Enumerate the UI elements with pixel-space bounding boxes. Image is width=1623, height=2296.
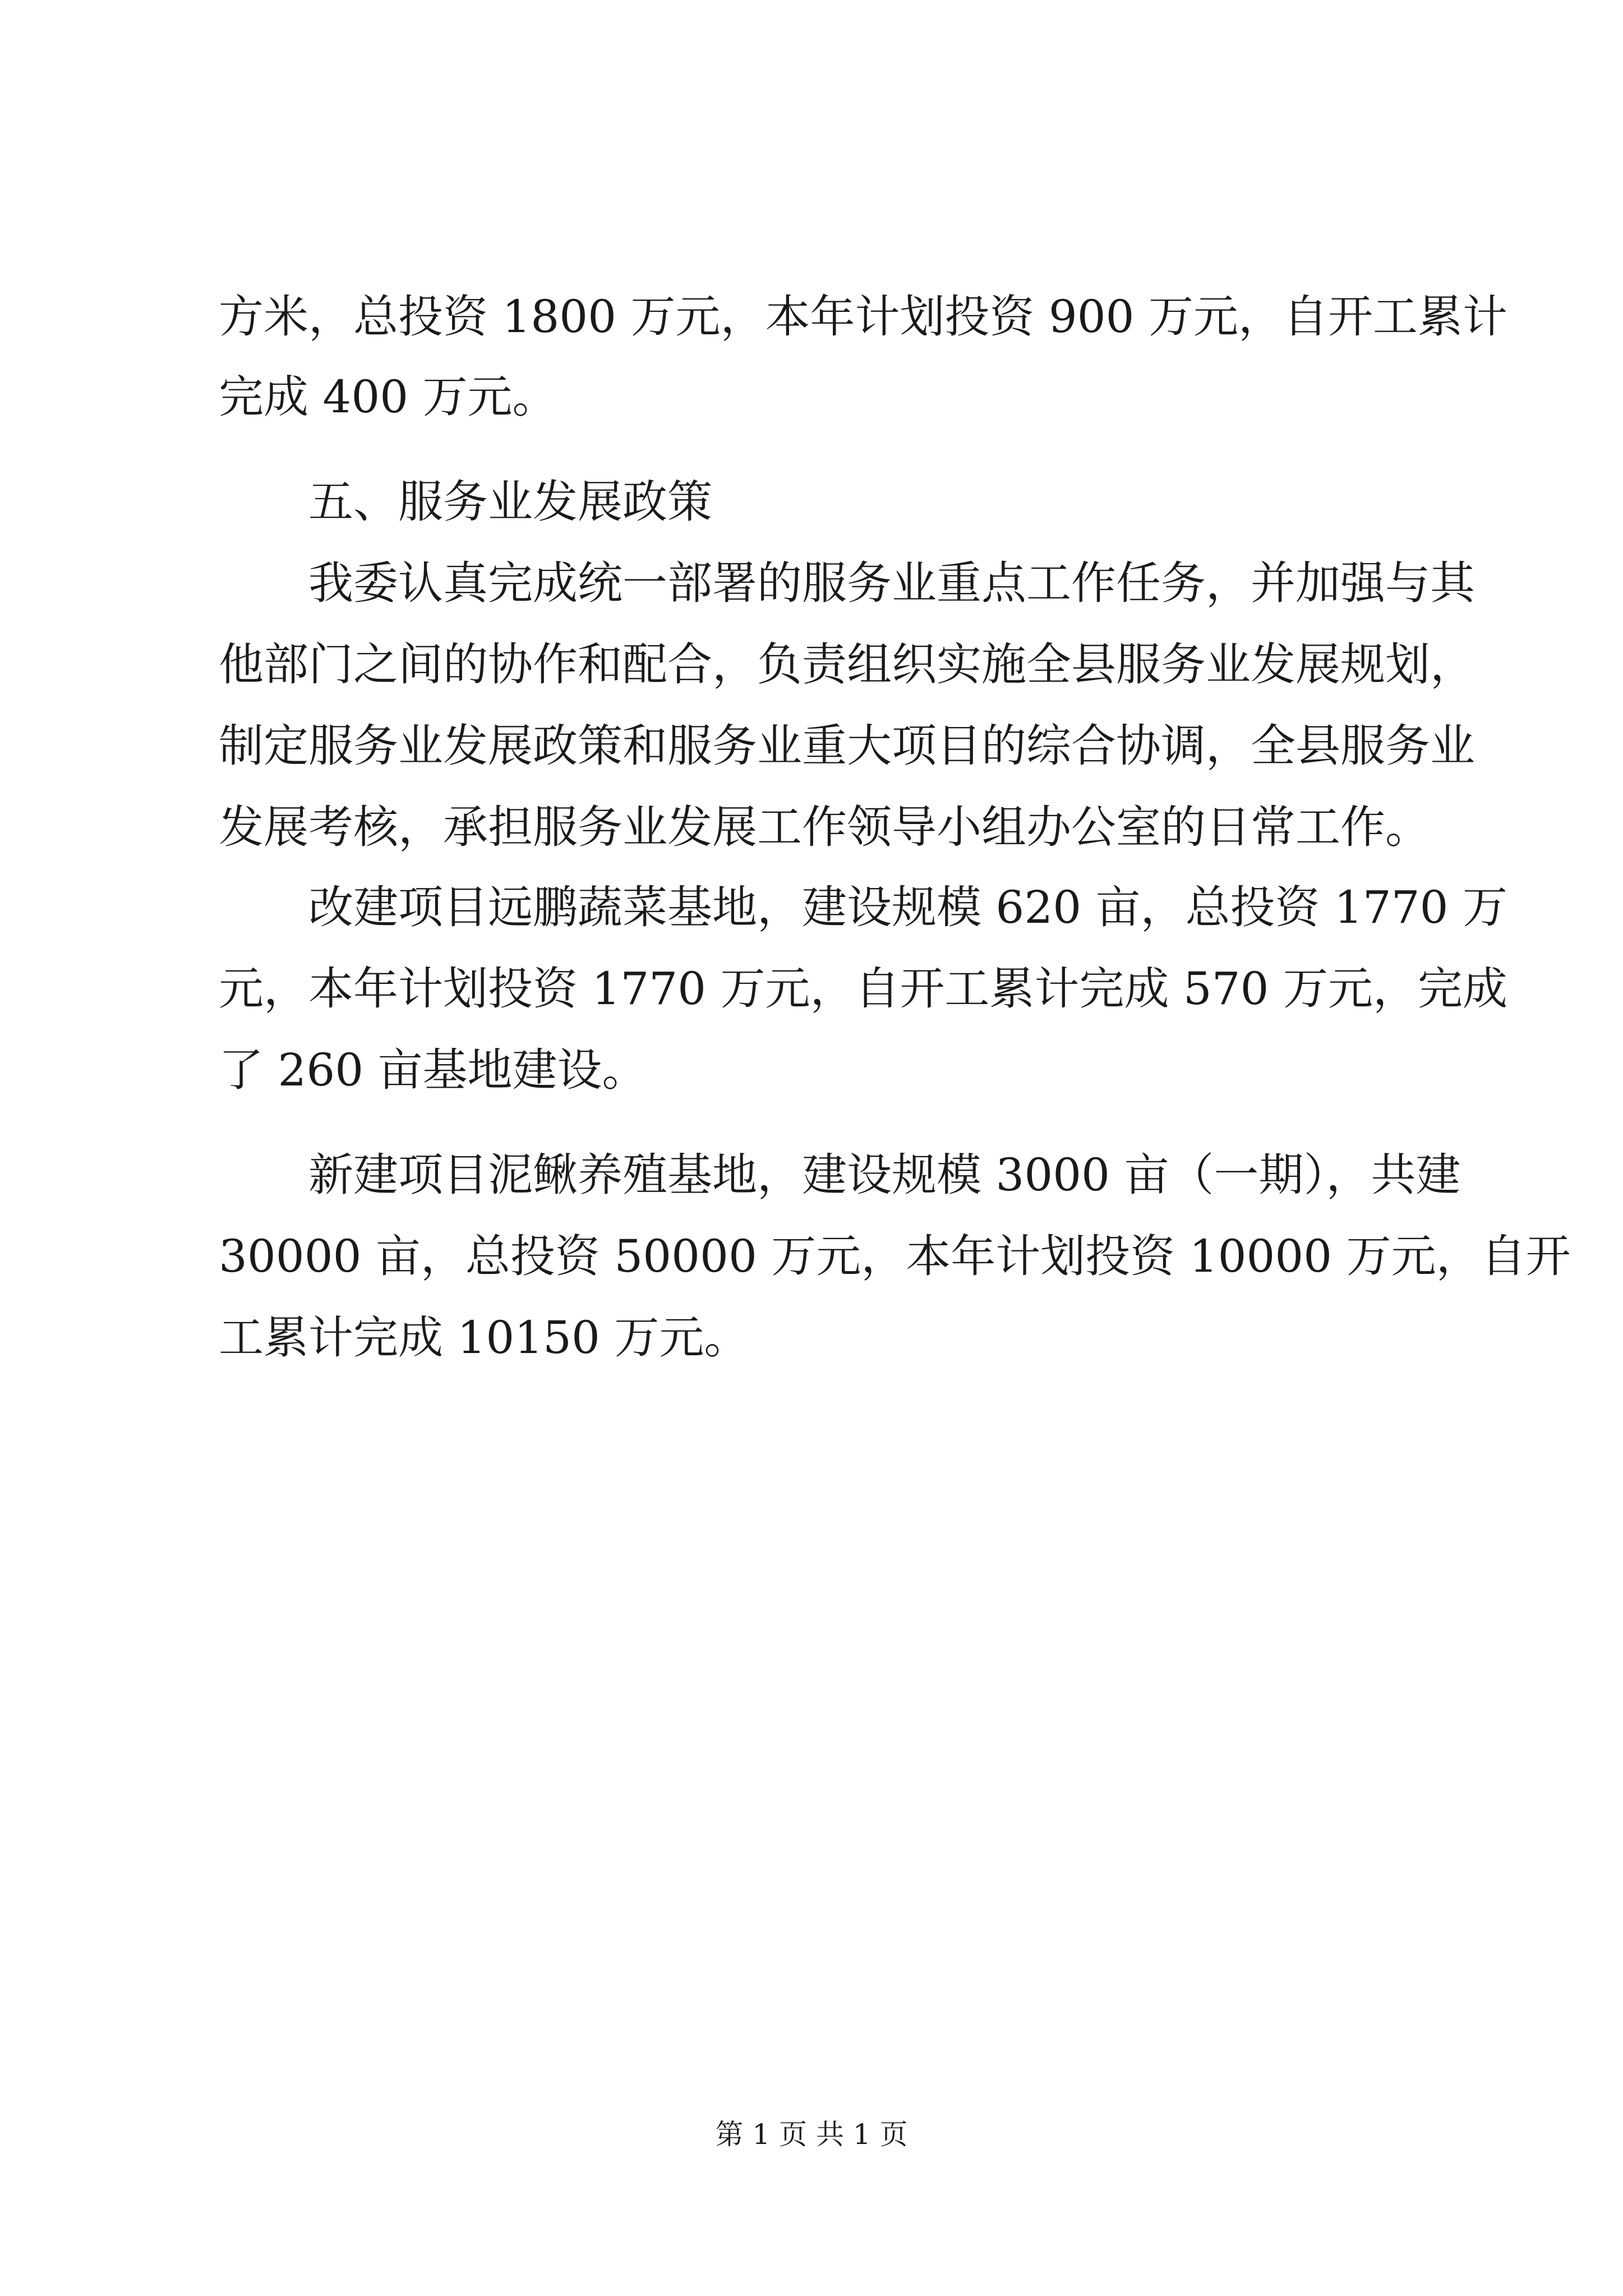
text-line: 他部门之间的协作和配合，负责组织实施全县服务业发展规划， bbox=[219, 638, 1475, 691]
text-line: 方米，总投资 1800 万元，本年计划投资 900 万元，自开工累计 bbox=[219, 291, 1508, 343]
text-line: 30000 亩，总投资 50000 万元，本年计划投资 10000 万元，自开 bbox=[219, 1230, 1571, 1282]
text-line: 新建项目泥鳅养殖基地，建设规模 3000 亩（一期），共建 bbox=[308, 1149, 1461, 1201]
text-line: 完成 400 万元。 bbox=[219, 371, 557, 423]
text-line: 改建项目远鹏蔬菜基地，建设规模 620 亩，总投资 1770 万 bbox=[308, 881, 1508, 933]
text-line: 制定服务业发展政策和服务业重大项目的综合协调，全县服务业 bbox=[219, 720, 1475, 772]
text-line: 元，本年计划投资 1770 万元，自开工累计完成 570 万元，完成 bbox=[219, 963, 1508, 1015]
text-line: 我委认真完成统一部署的服务业重点工作任务，并加强与其 bbox=[308, 557, 1475, 609]
page-number-footer: 第 1 页 共 1 页 bbox=[715, 2118, 908, 2151]
text-line: 工累计完成 10150 万元。 bbox=[219, 1312, 749, 1364]
section-heading: 五、服务业发展政策 bbox=[308, 476, 712, 528]
text-line: 发展考核，承担服务业发展工作领导小组办公室的日常工作。 bbox=[219, 801, 1430, 853]
text-line: 了 260 亩基地建设。 bbox=[219, 1044, 647, 1096]
